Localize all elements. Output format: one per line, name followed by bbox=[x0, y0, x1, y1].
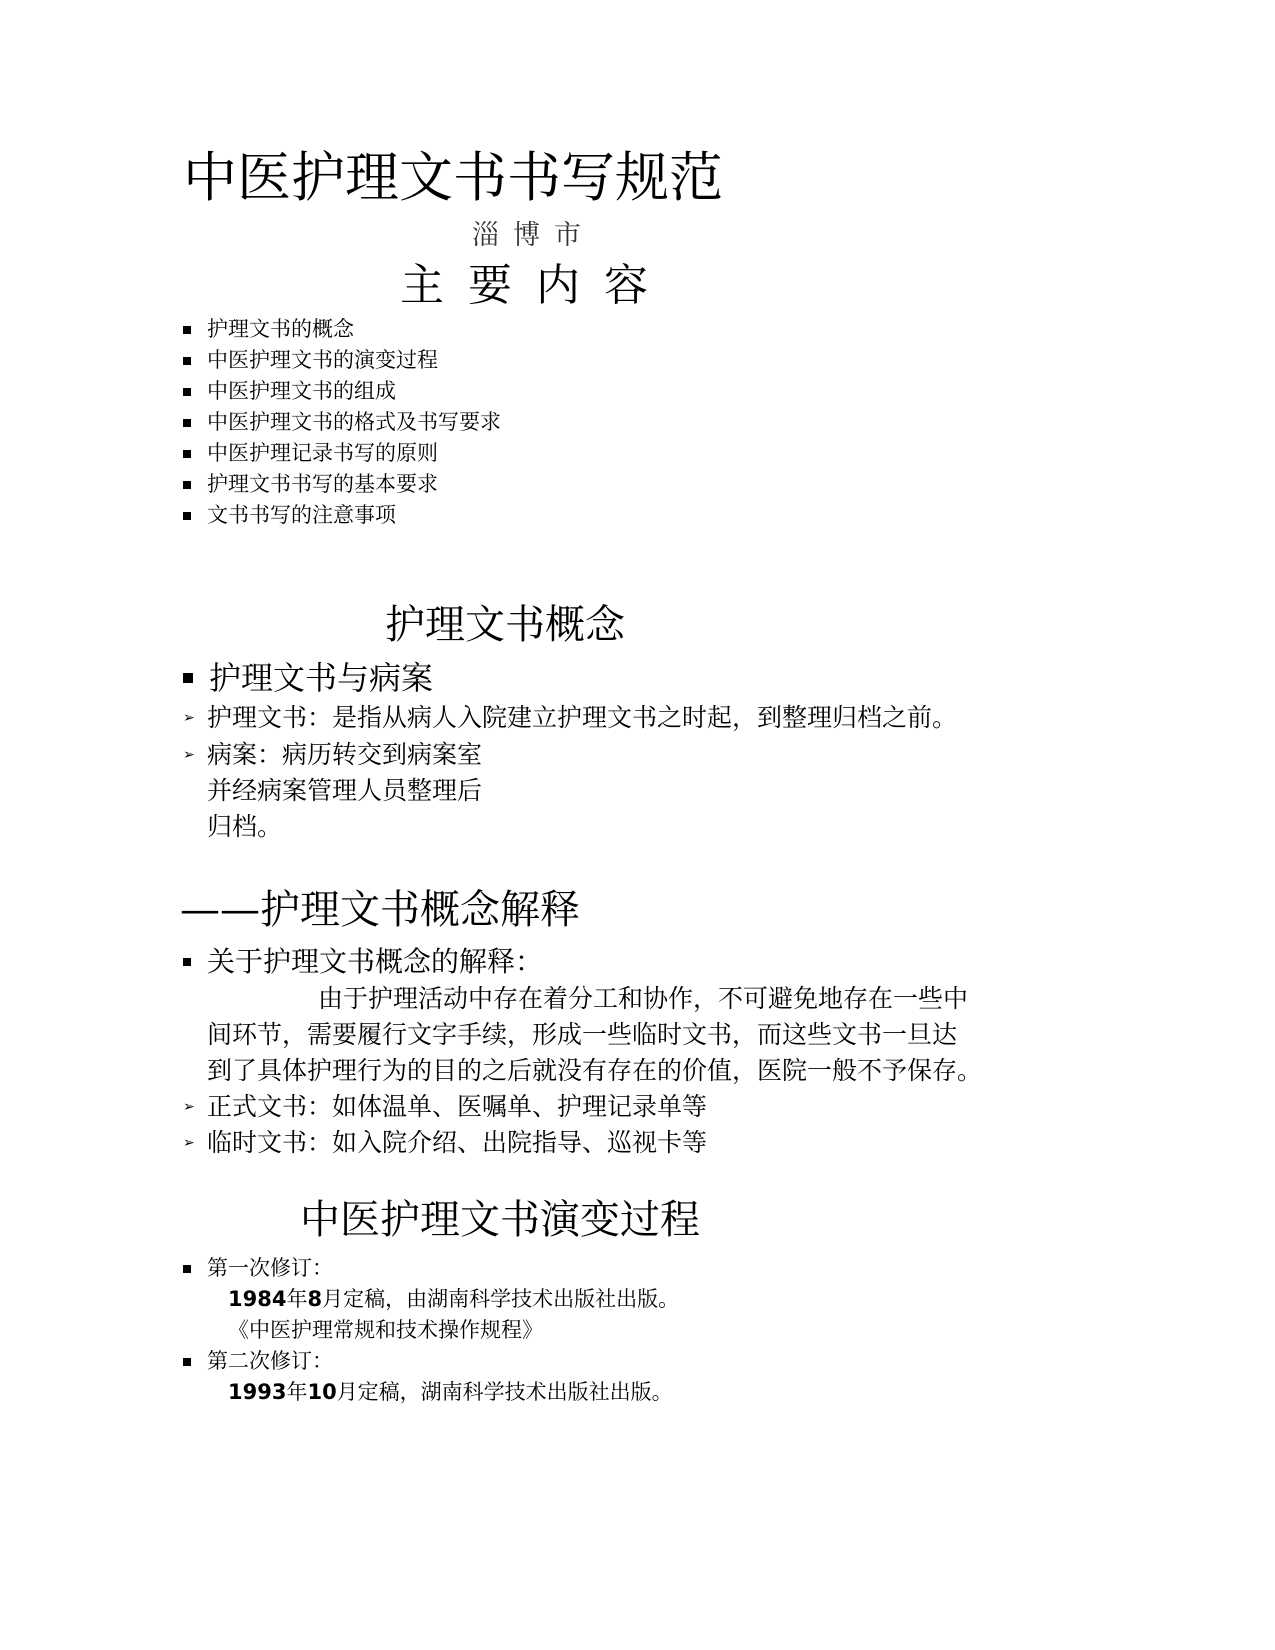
section1-item1-text: 护理文书：是指从病人入院建立护理文书之时起，到整理归档之前。 bbox=[207, 703, 958, 732]
section2-paragraph-line1: 由于护理活动中存在着分工和协作，不可避免地存在一些中 bbox=[318, 984, 969, 1013]
toc-item bbox=[183, 376, 501, 407]
toc-item bbox=[183, 345, 501, 376]
square-bullet-icon bbox=[183, 481, 191, 489]
section2-temporary bbox=[183, 1125, 707, 1161]
toc-item bbox=[183, 407, 501, 438]
section3-rev1-detail bbox=[228, 1284, 679, 1315]
section2-temporary-text: 临时文书：如入院介绍、出院指导、巡视卡等 bbox=[207, 1128, 708, 1157]
rev2-rest: 月定稿，湖南科学技术出版社出版。 bbox=[336, 1380, 673, 1404]
rev1-year-unit: 年 bbox=[286, 1287, 308, 1311]
document-title: 中医护理文书书写规范 bbox=[183, 146, 723, 209]
toc-item bbox=[183, 314, 501, 345]
toc-item-label: 文书书写的注意事项 bbox=[207, 503, 396, 527]
toc-item bbox=[183, 469, 501, 500]
rev2-label-text: 第二次修订： bbox=[207, 1349, 333, 1373]
rev2-year-unit: 年 bbox=[286, 1380, 308, 1404]
section1-item1 bbox=[183, 700, 957, 736]
rev2-year: 1993 bbox=[228, 1380, 287, 1404]
square-bullet-icon bbox=[183, 388, 191, 396]
section3-rev2-label bbox=[183, 1346, 333, 1377]
toc-item-label: 护理文书的概念 bbox=[207, 317, 354, 341]
toc-item bbox=[183, 438, 501, 469]
square-bullet-icon bbox=[183, 326, 191, 334]
section3-rev1-book: 《中医护理常规和技术操作规程》 bbox=[228, 1318, 543, 1342]
section1-item2-line2: 并经病案管理人员整理后 bbox=[207, 776, 483, 805]
toc-item-label: 中医护理文书的演变过程 bbox=[207, 348, 438, 372]
section1-item2-text: 病案：病历转交到病案室 bbox=[207, 740, 483, 769]
table-of-contents bbox=[183, 314, 501, 531]
square-bullet-icon bbox=[183, 1358, 191, 1366]
toc-item-label: 中医护理记录书写的原则 bbox=[207, 441, 438, 465]
section3-rev1-label bbox=[183, 1253, 333, 1284]
toc-item-label: 中医护理文书的组成 bbox=[207, 379, 396, 403]
toc-item-label: 护理文书书写的基本要求 bbox=[207, 472, 438, 496]
section2-formal bbox=[183, 1089, 707, 1125]
section3-heading: 中医护理文书演变过程 bbox=[300, 1197, 700, 1243]
square-bullet-icon bbox=[183, 512, 191, 520]
toc-item-label: 中医护理文书的格式及书写要求 bbox=[207, 410, 501, 434]
rev1-month: 8 bbox=[307, 1287, 323, 1311]
square-bullet-icon bbox=[183, 419, 191, 427]
document-city: 淄博市 bbox=[472, 220, 595, 251]
rev1-rest: 月定稿，由湖南科学技术出版社出版。 bbox=[322, 1287, 680, 1311]
arrow-bullet-icon: ➢ bbox=[183, 710, 195, 726]
section2-paragraph-line3: 到了具体护理行为的目的之后就没有存在的价值，医院一般不予保存。 bbox=[207, 1056, 983, 1085]
rev1-year: 1984 bbox=[228, 1287, 287, 1311]
section2-paragraph-line2: 间环节，需要履行文字手续，形成一些临时文书，而这些文书一旦达 bbox=[207, 1020, 958, 1049]
section1-heading: 护理文书概念 bbox=[385, 602, 625, 648]
section1-item2-line3: 归档。 bbox=[207, 812, 283, 841]
section2-formal-text: 正式文书：如体温单、医嘱单、护理记录单等 bbox=[207, 1092, 708, 1121]
toc-item bbox=[183, 500, 501, 531]
section1-subheading-text: 护理文书与病案 bbox=[209, 659, 434, 697]
rev2-month: 10 bbox=[307, 1380, 337, 1404]
square-bullet-icon bbox=[183, 673, 193, 683]
square-bullet-icon bbox=[183, 958, 191, 966]
square-bullet-icon bbox=[183, 357, 191, 365]
arrow-bullet-icon: ➢ bbox=[183, 1135, 195, 1151]
arrow-bullet-icon: ➢ bbox=[183, 747, 195, 763]
contents-heading: 主要内容 bbox=[400, 260, 672, 311]
section2-heading: ——护理文书概念解释 bbox=[180, 887, 580, 933]
square-bullet-icon bbox=[183, 450, 191, 458]
rev1-label-text: 第一次修订： bbox=[207, 1256, 333, 1280]
section1-item2 bbox=[183, 737, 482, 773]
section2-subheading-text: 关于护理文书概念的解释： bbox=[207, 945, 544, 978]
section2-subheading bbox=[183, 944, 543, 980]
square-bullet-icon bbox=[183, 1265, 191, 1273]
section1-subheading bbox=[183, 658, 433, 698]
arrow-bullet-icon: ➢ bbox=[183, 1099, 195, 1115]
section3-rev2-detail bbox=[228, 1377, 673, 1408]
